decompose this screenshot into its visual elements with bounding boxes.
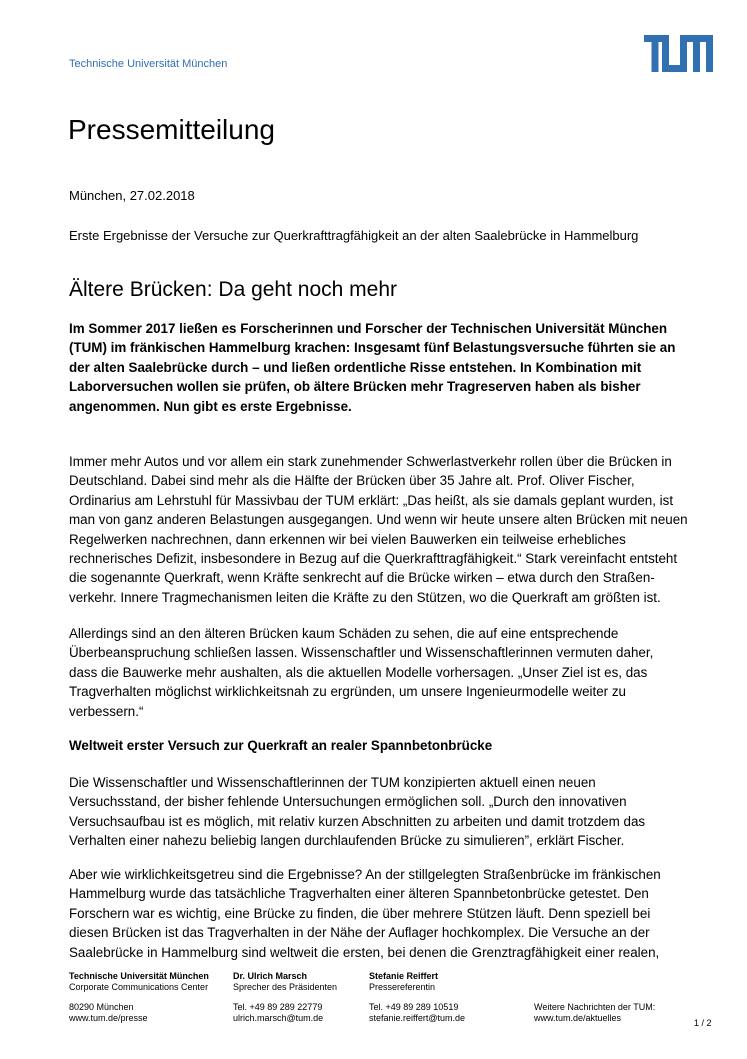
footer-university: Technische Universität München Corporate Communications Center 80290 München www.tum.de/presse — [69, 971, 209, 1023]
press-subtitle: Erste Ergebnisse der Versuche zur Querkrafttragfähigkeit an der alten Saalebrücke in Hammelburg — [69, 228, 639, 243]
paragraph-3: Die Wissenschaftler und Wissenschaftlerinnen der TUM konzipierten aktuell einen neuen Versuchsstand, der bisher fehlende Untersuchungen ermöglichen soll. „Durch den innovativen Versuchsaufbau ist es möglich, mit relativ kurzen Abschnitten zu arbeiten und damit trotzdem das Verhalten einer nahezu beliebig langen durchlaufenden Brücke zu simulieren”, erklärt Fischer. — [69, 775, 646, 849]
lead-paragraph: Im Sommer 2017 ließen es Forscherinnen und Forscher der Technischen Universität München (TUM) im fränkischen Hammelburg krachen: Insgesamt fünf Belastungsversuche führten sie an der alten Saalebrücke durch – und ließen ordentliche Risse entstehen. In Kombination mit Laborversuchen wollen sie prüfen, ob ältere Brücken mehr Tragreserven haben als bisher angenommen. Nun gibt es erste Ergebnisse. — [69, 321, 676, 414]
press-link[interactable]: www.tum.de/presse — [69, 1012, 148, 1023]
paragraph-4: Aber wie wirklichkeitsgetreu sind die Ergebnisse? An der stillgelegten Straßenbrücke im fränkischen Hammelburg wurde das tatsächliche Tragverhalten einer älteren Spannbetonbrücke getestet. Den Forschern war es wichtig, eine Brücke zu finden, die über mehrere Stützen läuft. Denn speziell bei diesen Brücken ist das Tragverhalten in der Nähe der Auflager hochkomplex. Die Versuche an der Saalebrücke in Hammelburg sind weltweit die ersten, bei denen die Grenztragfähigkeit einer realen, — [69, 867, 661, 960]
page-number: 1 / 2 — [694, 1018, 712, 1028]
footer-contact-reiffert: Stefanie Reiffert Pressereferentin Tel. +49 89 289 10519 stefanie.reiffert@tum.de — [369, 971, 466, 1023]
footer-contact-marsch: Dr. Ulrich Marsch Sprecher des Präsidenten Tel. +49 89 289 22779 ulrich.marsch@tum.de — [233, 971, 338, 1023]
footer-news: Weitere Nachrichten der TUM: www.tum.de/aktuelles — [534, 1002, 656, 1023]
news-link[interactable]: www.tum.de/aktuelles — [534, 1012, 622, 1023]
university-name: Technische Universität München — [69, 58, 228, 70]
paragraph-2: Allerdings sind an den älteren Brücken kaum Schäden zu sehen, die auf eine entsprechende Überbeanspruchung schließen lassen. Wissenschaftler und Wissenschaftlerinnen vermuten daher, dass die Bauwerke mehr aushalten, als die aktuellen Modelle vorhersagen. „Unser Ziel ist es, das Tragverhalten möglichst wirklichkeitsnah zu ergründen, um unsere Ingenieurmodelle weiter zu verbessern.“ — [69, 626, 654, 719]
tum-logo — [644, 35, 713, 72]
press-date: München, 27.02.2018 — [69, 188, 195, 203]
email-reiffert[interactable]: stefanie.reiffert@tum.de — [369, 1012, 466, 1023]
section-heading: Weltweit erster Versuch zur Querkraft an realer Spannbetonbrücke — [69, 738, 493, 753]
email-marsch[interactable]: ulrich.marsch@tum.de — [233, 1012, 324, 1023]
paragraph-1: Immer mehr Autos und vor allem ein stark zunehmender Schwerlastverkehr rollen über die Brücken in Deutschland. Dabei sind mehr als die Hälfte der Brücken über 35 Jahre alt. Prof. Oliver Fischer, Ordinarius am Lehrstuhl für Massivbau der TUM erklärt: „Das heißt, als sie damals geplant wurden, ist man von ganz anderen Belastungen ausgegangen. Und wenn wir heute unsere alten Brücken mit neuen Regelwerken nachrechnen, dann erkennen wir bei vielen Bauwerken ein teilweise erhebliches rechnerisches Defizit, insbesondere in Bezug auf die Querkrafttragfähigkeit.“ Stark vereinfacht entsteht die sogenannte Querkraft, wenn Kräfte senkrecht auf die Brücke wirken – etwa durch den Straßen- verkehr. Innere Tragmechanismen leiten die Kräfte zu den Stützen, wo die Querkraft am größten ist. — [69, 454, 688, 605]
page-title: Pressemitteilung — [68, 114, 275, 145]
headline: Ältere Brücken: Da geht noch mehr — [69, 278, 398, 301]
